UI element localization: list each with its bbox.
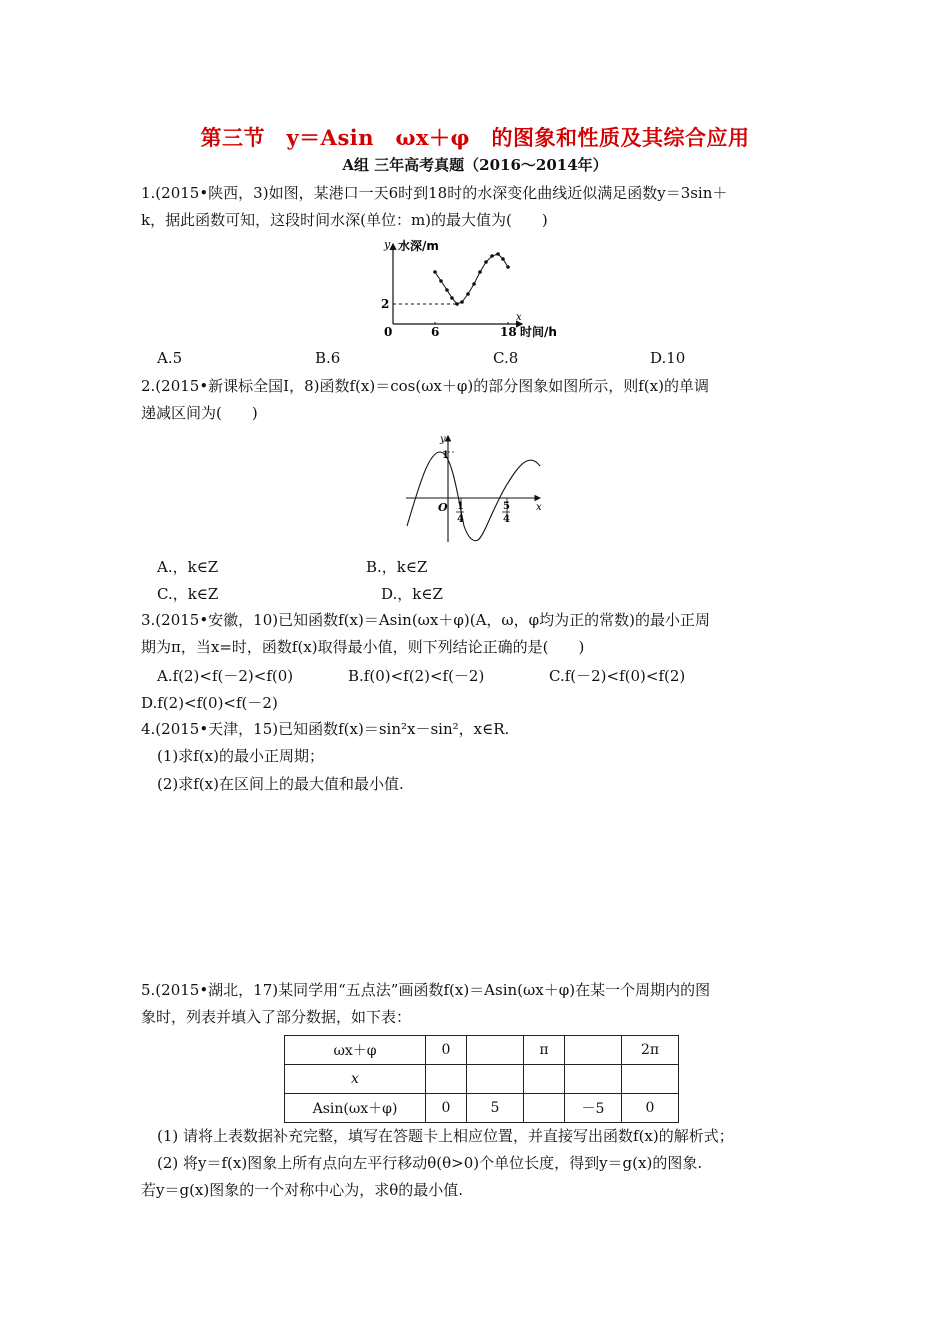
- table-cell: ωx＋φ: [285, 1036, 426, 1065]
- q1-x-axis-letter: x: [516, 312, 522, 323]
- table-cell: [565, 1036, 622, 1065]
- table-cell: x: [285, 1065, 426, 1094]
- q3-line1: 3.(2015•安徽，10)已知函数f(x)＝Asin(ωx＋φ)(A，ω，φ均为正的常数)的最小正周: [141, 611, 710, 629]
- table-cell: [467, 1036, 524, 1065]
- table-cell: [467, 1065, 524, 1094]
- q4-part2: (2)求f(x)在区间上的最大值和最小值.: [157, 775, 404, 793]
- table-cell: 5: [467, 1094, 524, 1123]
- q5-part3: 若y＝g(x)图象的一个对称中心为，求θ的最小值.: [141, 1181, 464, 1199]
- q3-option-a: A.f(2)<f(－2)<f(0): [157, 667, 294, 685]
- q1-tick-2: 2: [381, 297, 390, 311]
- table-cell: Asin(ωx＋φ): [285, 1094, 426, 1123]
- q3-option-c: C.f(－2)<f(0)<f(2): [549, 667, 686, 685]
- q5-part1: (1) 请将上表数据补充完整，填写在答题卡上相应位置，并直接写出函数f(x)的解析式；: [157, 1127, 734, 1145]
- q1-tick-18: 18: [500, 325, 517, 339]
- q1-data-points: [433, 252, 510, 306]
- q4-part1: (1)求f(x)的最小正周期；: [157, 747, 324, 765]
- q1-origin-label: 0: [384, 325, 393, 339]
- table-row: [285, 1094, 679, 1123]
- q1-tick-6: 6: [431, 325, 440, 339]
- q2-tick-1: 1: [442, 450, 449, 461]
- q4-line1: 4.(2015•天津，15)已知函数f(x)＝sin²x－sin²，x∈R.: [141, 720, 510, 738]
- section-subtitle: A组 三年高考真题（2016～2014年）: [342, 156, 608, 174]
- q1-y-label: 水深/m: [398, 239, 439, 253]
- q3-line2: 期为π，当x=时，函数f(x)取得最小值，则下列结论正确的是( ): [141, 638, 585, 656]
- q3-option-b: B.f(0)<f(2)<f(－2): [348, 667, 485, 685]
- q2-option-c: C.，k∈Z: [157, 585, 219, 603]
- table-cell: 0: [622, 1094, 679, 1123]
- table-cell: －5: [565, 1094, 622, 1123]
- q2-line2: 递减区间为( ): [141, 404, 258, 422]
- q2-x-axis-letter: x: [536, 502, 542, 513]
- table-cell: 0: [426, 1036, 467, 1065]
- q5-part2: (2) 将y＝f(x)图象上所有点向左平行移动θ(θ>0)个单位长度，得到y＝g(x)的图象.: [157, 1154, 703, 1172]
- q1-x-label: 时间/h: [520, 325, 557, 339]
- page-title: 第三节 y＝Asin ωx＋φ 的图象和性质及其综合应用: [200, 125, 750, 150]
- q2-cos-graph: [400, 430, 550, 548]
- table-cell: [622, 1065, 679, 1094]
- table-cell: [524, 1065, 565, 1094]
- q1-option-c: C.8: [493, 349, 519, 367]
- table-cell: 2π: [622, 1036, 679, 1065]
- q2-option-a: A.，k∈Z: [157, 558, 219, 576]
- q1-option-d: D.10: [650, 349, 686, 367]
- q5-line1: 5.(2015•湖北，17)某同学用“五点法”画函数f(x)＝Asin(ωx＋φ)在某一个周期内的图: [141, 981, 711, 999]
- q5-line2: 象时，列表并填入了部分数据，如下表：: [141, 1008, 412, 1026]
- five-point-table: [284, 1035, 679, 1123]
- q2-y-axis-letter: y: [440, 434, 446, 445]
- q2-option-b: B.，k∈Z: [366, 558, 428, 576]
- q2-tick2-numerator: 5: [503, 501, 510, 512]
- table-row: [285, 1065, 679, 1094]
- q1-line2: k，据此函数可知，这段时间水深(单位：m)的最大值为( ): [141, 211, 548, 229]
- q3-option-d: D.f(2)<f(0)<f(－2): [141, 694, 278, 712]
- q2-tick1-numerator: 1: [457, 501, 464, 512]
- q2-option-d: D.，k∈Z: [381, 585, 443, 603]
- q1-depth-graph: [372, 236, 582, 344]
- q2-tick2-denominator: 4: [503, 514, 510, 525]
- q2-curve: [407, 452, 540, 541]
- table-cell: 0: [426, 1094, 467, 1123]
- q2-tick1-denominator: 4: [457, 514, 464, 525]
- q1-option-a: A.5: [157, 349, 183, 367]
- q1-y-axis-letter: y: [384, 238, 391, 251]
- q2-origin-label: O: [438, 501, 448, 514]
- table-cell: [565, 1065, 622, 1094]
- q2-line1: 2.(2015•新课标全国Ⅰ，8)函数f(x)＝cos(ωx＋φ)的部分图象如图所示，则f(x)的单调: [141, 377, 709, 395]
- table-cell: [524, 1094, 565, 1123]
- table-row: [285, 1036, 679, 1065]
- q1-curve: [435, 254, 508, 304]
- q1-option-b: B.6: [315, 349, 341, 367]
- table-cell: [426, 1065, 467, 1094]
- table-cell: π: [524, 1036, 565, 1065]
- q1-line1: 1.(2015•陕西，3)如图，某港口一天6时到18时的水深变化曲线近似满足函数y＝3sin＋: [141, 184, 728, 202]
